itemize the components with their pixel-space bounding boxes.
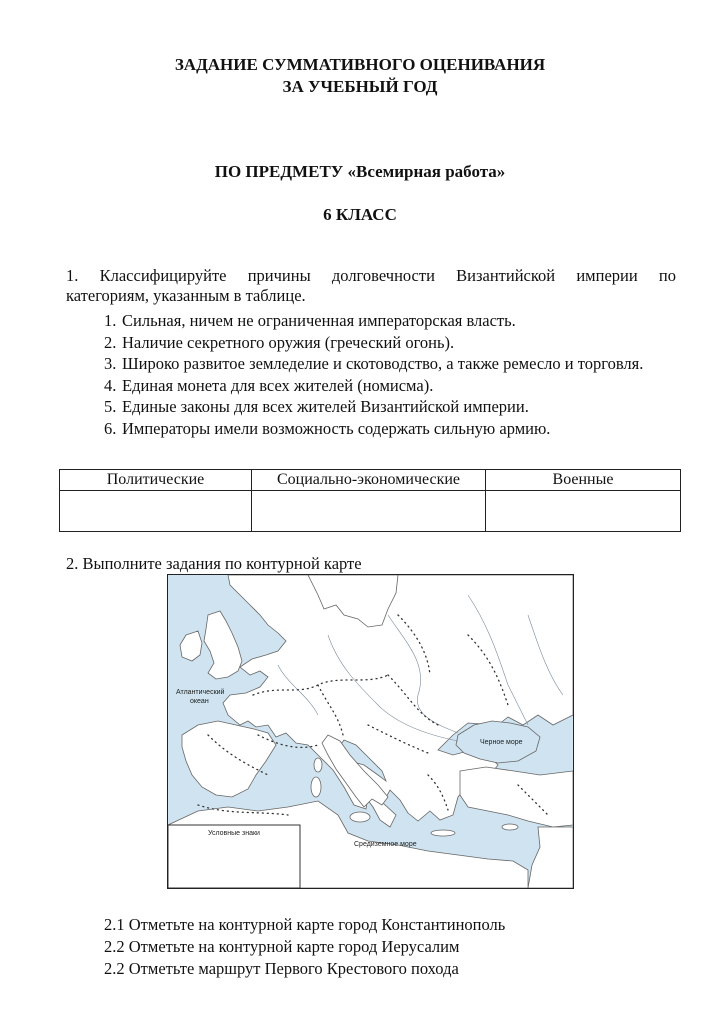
list-item-number: 2. <box>104 332 117 352</box>
list-item <box>104 310 676 332</box>
question-1-intro-line2: категориям, указанным в таблице. <box>66 286 306 305</box>
page-title-line1: ЗАДАНИЕ СУММАТИВНОГО ОЦЕНИВАНИЯ <box>174 55 546 74</box>
grade-heading: 6 КЛАСС <box>323 205 397 224</box>
cyprus <box>502 824 518 830</box>
answer-cell-political[interactable] <box>60 491 252 532</box>
list-item <box>104 418 676 440</box>
table-row <box>60 491 681 532</box>
column-header-political: Политические <box>60 470 252 491</box>
table-header-row <box>60 470 681 491</box>
list-item <box>104 332 676 354</box>
list-item-text: Широко развитое земледелие и скотоводство, а также ремесло и торговля. <box>122 354 644 373</box>
crete <box>431 830 455 836</box>
answer-cell-socioeconomic[interactable] <box>252 491 486 532</box>
question-1-intro-line1: 1. Классифицируйте причины долговечности Византийской империи по <box>66 266 676 285</box>
map-legend-title: Условные знаки <box>208 830 260 837</box>
list-item-text: Императоры имели возможность содержать сильную армию. <box>122 418 551 438</box>
list-item <box>104 396 676 418</box>
sicily <box>350 812 370 822</box>
task-item: 2.2 Отметьте маршрут Первого Крестового похода <box>104 959 459 978</box>
list-item-number: 5. <box>104 397 117 416</box>
column-header-military: Военные <box>486 470 681 491</box>
list-item-number: 6. <box>104 418 117 438</box>
list-item-number: 1. <box>104 311 117 330</box>
list-item <box>104 375 676 397</box>
task-item: 2.2 Отметьте на контурной карте город Иерусалим <box>104 937 460 956</box>
atlantic-ocean-label-line2: океан <box>190 698 209 705</box>
question-2-intro: 2. Выполните задания по контурной карте <box>66 554 362 573</box>
list-item-number: 3. <box>104 354 117 373</box>
list-item-number: 4. <box>104 375 117 395</box>
corsica <box>314 758 322 772</box>
list-item-text: Единые законы для всех жителей Византийской империи. <box>122 397 529 416</box>
question-1-intro <box>66 266 676 306</box>
list-item <box>104 353 676 375</box>
atlantic-ocean-label-line1: Атлантический <box>176 689 225 696</box>
map-tasks <box>104 914 505 980</box>
subject-heading: ПО ПРЕДМЕТУ «Всемирная работа» <box>214 162 506 181</box>
mediterranean-sea-label: Средиземное море <box>354 841 417 848</box>
task-item: 2.1 Отметьте на контурной карте город Константинополь <box>104 915 506 934</box>
list-item-text: Сильная, ничем не ограниченная императорская власть. <box>122 311 516 330</box>
answer-cell-military[interactable] <box>486 491 681 532</box>
list-item-text: Наличие секретного оружия (греческий огонь). <box>122 332 455 352</box>
sardinia <box>311 777 321 797</box>
black-sea-label: Черное море <box>480 739 523 746</box>
reasons-list <box>104 310 676 439</box>
list-item-text: Единая монета для всех жителей (номисма). <box>122 375 434 395</box>
contour-map <box>167 574 574 889</box>
classification-table <box>59 469 681 532</box>
column-header-socioeconomic: Социально-экономические <box>252 470 486 491</box>
page-title-line2: ЗА УЧЕБНЫЙ ГОД <box>282 77 438 96</box>
